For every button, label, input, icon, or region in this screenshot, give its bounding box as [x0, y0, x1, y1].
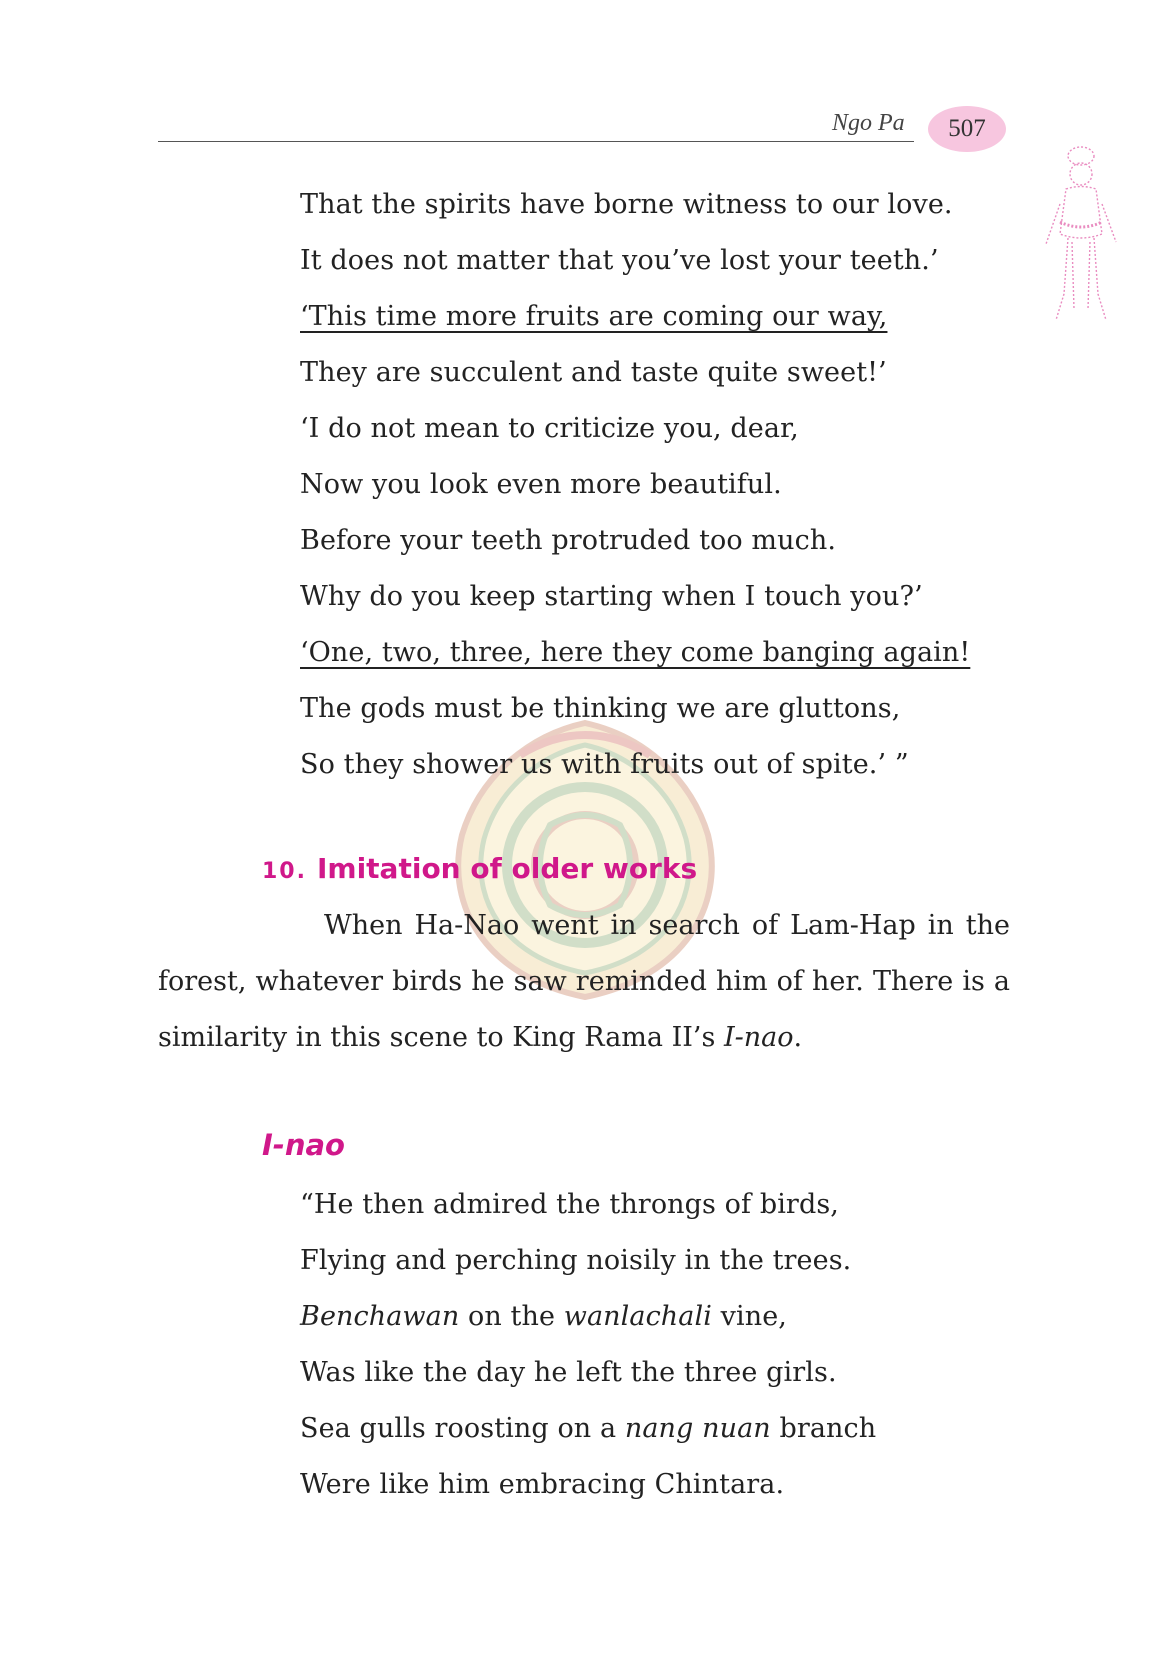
line-text: Sea gulls roosting on a — [300, 1413, 625, 1444]
work-title-italic: I-nao — [723, 1022, 794, 1053]
section-number: 10. — [262, 859, 307, 884]
underlined-text: ‘This time more fruits are coming our way, — [300, 301, 888, 332]
poem-line: It does not matter that you’ve lost your teeth.’ — [300, 245, 939, 276]
poem-passage — [300, 177, 970, 793]
poem-line: ‘I do not mean to criticize you, dear, — [300, 413, 799, 444]
poem-passage-inao — [300, 1177, 876, 1513]
page-number: 507 — [948, 115, 986, 142]
decorative-figure-icon — [1036, 134, 1126, 344]
poem-line — [300, 1401, 876, 1457]
line-text: on the — [459, 1301, 564, 1332]
poem-line: The gods must be thinking we are gluttons, — [300, 693, 901, 724]
body-paragraph — [158, 898, 1010, 1066]
poem-line: Was like the day he left the three girls. — [300, 1357, 837, 1388]
line-text: vine, — [711, 1301, 787, 1332]
line-text: branch — [770, 1413, 877, 1444]
underlined-text: ‘One, two, three, here they come banging again! — [300, 637, 971, 668]
poem-line: So they shower us with fruits out of spite.’ ” — [300, 749, 909, 780]
page-number-badge — [928, 106, 1006, 152]
section-title: Imitation of older works — [316, 852, 698, 885]
poem-line: “He then admired the throngs of birds, — [300, 1189, 839, 1220]
italic-term: wanlachali — [563, 1301, 712, 1332]
poem-line — [300, 625, 970, 681]
poem-line: They are succulent and taste quite sweet!’ — [300, 357, 887, 388]
italic-term: nang nuan — [624, 1413, 771, 1444]
subsection-heading: I-nao — [262, 1128, 345, 1162]
header-rule — [158, 141, 914, 142]
poem-line — [300, 1289, 876, 1345]
poem-line: Now you look even more beautiful. — [300, 469, 782, 500]
italic-term: Benchawan — [300, 1301, 460, 1332]
paragraph-text: When Ha-Nao went in search of Lam-Hap in the forest, whatever birds he saw reminded him of her. There is a similarity in this scene to King Rama II’s — [158, 910, 1010, 1053]
poem-line: That the spirits have borne witness to our love. — [300, 189, 953, 220]
poem-line: Before your teeth protruded too much. — [300, 525, 837, 556]
poem-line: Why do you keep starting when I touch you?’ — [300, 581, 923, 612]
poem-line: Flying and perching noisily in the trees. — [300, 1245, 852, 1276]
section-heading — [262, 852, 697, 885]
running-title: Ngo Pa — [832, 110, 905, 136]
poem-line: Were like him embracing Chintara. — [300, 1469, 785, 1500]
poem-line — [300, 289, 970, 345]
paragraph-text-end: . — [793, 1022, 803, 1053]
